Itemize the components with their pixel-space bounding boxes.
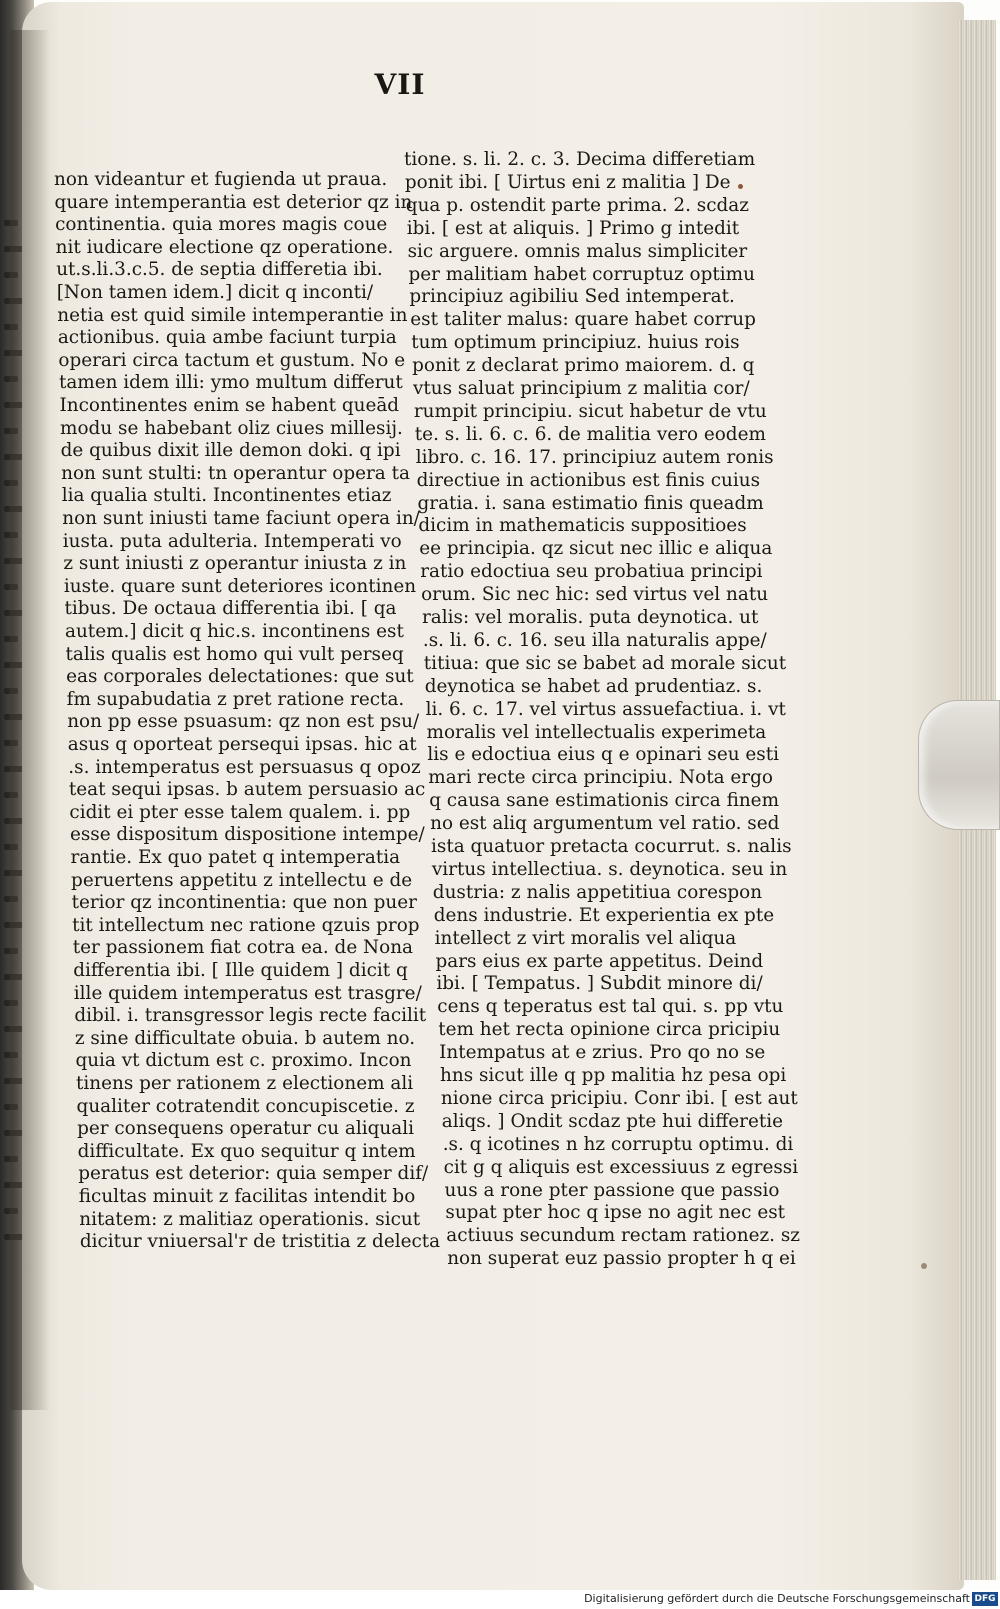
- text-line: moralis vel intellectualis experimeta: [426, 721, 767, 743]
- text-line: esse dispositum dispositione intempe/: [69, 824, 425, 846]
- text-line: non superat euz passio propter h q ei: [447, 1248, 796, 1270]
- gutter-shadow: [10, 30, 50, 1410]
- text-line: eas corporales delectationes: que sut: [66, 666, 414, 688]
- text-line: ponit z declarat primo maiorem. d. q: [412, 355, 755, 377]
- text-line: de quibus dixit ille demon doki. q ipi: [60, 440, 401, 462]
- text-line: .s. li. 6. c. 16. seu illa naturalis appe/: [422, 629, 767, 651]
- text-line: ficultas minuit z facilitas intendit bo: [78, 1186, 416, 1207]
- text-line: z sunt iniusti z operantur iniusta z in: [63, 553, 407, 575]
- text-line: lis e edoctiua eius q e opinari seu esti: [427, 744, 780, 766]
- text-line: autem.] dicit q hic.s. incontinens est: [65, 621, 404, 642]
- text-line: cit g q aliquis est excessiuus z egressi: [443, 1156, 799, 1178]
- text-line: uus a rone pter passione que passio: [444, 1179, 780, 1201]
- text-line: li. 6. c. 17. vel virtus assuefactiua. i. vt: [425, 698, 786, 720]
- text-line: per consequens operatur cu aliquali: [77, 1118, 414, 1140]
- text-line: intellect z virt moralis vel aliqua: [434, 927, 737, 949]
- footer-bar: [0, 1590, 1000, 1609]
- text-line: non sunt stulti: tn operantur opera ta: [61, 462, 410, 484]
- text-line: hns sicut ille q pp malitia hz pesa opi: [440, 1065, 787, 1086]
- text-line: dibil. i. transgressor legis recte facilit: [74, 1005, 427, 1027]
- text-line: qua p. ostendit parte prima. 2. scdaz: [405, 194, 749, 216]
- text-line: modu se habebant oliz ciues millesij.: [60, 417, 403, 439]
- text-line: tit intellectum nec ratione qzuis prop: [72, 914, 420, 936]
- text-line: pars eius ex parte appetitus. Deind: [435, 950, 764, 972]
- text-line: peruertens appetitu z intellectu e de: [71, 869, 413, 891]
- text-line: dens industrie. Et experientia ex pte: [433, 904, 775, 926]
- funding-credit: Digitalisierung gefördert durch die Deutsche Forschungsgemeinschaft: [584, 1592, 970, 1605]
- text-line: non videantur et fugienda ut praua.: [54, 169, 388, 190]
- text-line: nione circa pricipiu. Conr ibi. [ est aut: [440, 1087, 798, 1109]
- text-line: vtus saluat principium z malitia cor/: [413, 378, 750, 399]
- text-line: non pp esse psuasum: qz non est psu/: [67, 711, 420, 733]
- dfg-logo: DFG: [972, 1592, 998, 1606]
- text-line: Intempatus at e zrius. Pro qo no se: [439, 1042, 766, 1064]
- text-line: differentia ibi. [ Ille quidem ] dicit q: [73, 960, 408, 981]
- text-line: dicitur vniuersal'r de tristitia z delecta: [79, 1231, 441, 1253]
- text-line: ee principia. qz sicut nec illic e aliqua: [419, 538, 773, 560]
- text-line: principiuz agibiliu Sed intemperat.: [409, 286, 735, 308]
- text-line: est taliter malus: quare habet corrup: [410, 309, 756, 331]
- text-line: iuste. quare sunt deteriores icontinen: [63, 575, 417, 597]
- text-line: iusta. puta adulteria. Intemperati vo: [62, 530, 402, 552]
- text-line: z sine difficultate obuia. b autem no.: [74, 1027, 416, 1049]
- text-line: asus q oporteat persequi ipsas. hic at: [67, 734, 417, 755]
- text-line: peratus est deterior: quia semper dif/: [78, 1163, 429, 1185]
- text-line: ista quatuor pretacta cocurrut. s. nalis: [431, 836, 792, 857]
- ink-spot: [921, 1263, 927, 1269]
- text-line: libro. c. 16. 17. principiuz autem ronis: [415, 446, 774, 468]
- text-line: quia vt dictum est c. proximo. Incon: [75, 1050, 412, 1072]
- text-line: aliqs. ] Ondit scdaz pte hui differetie: [441, 1110, 784, 1132]
- text-line: actiuus secundum rectam rationez. sz: [446, 1225, 800, 1247]
- folio-number: VII: [374, 68, 426, 101]
- text-line: titiua: que sic se babet ad morale sicut: [423, 652, 787, 674]
- text-line: q causa sane estimationis circa finem: [429, 790, 780, 812]
- text-line: mari recte circa principiu. Nota ergo: [428, 767, 773, 789]
- text-line: ralis: vel moralis. puta deynotica. ut: [422, 607, 759, 628]
- text-line: tibus. De octaua differentia ibi. [ qa: [64, 598, 397, 620]
- text-line: ut.s.li.3.c.5. de septia differetia ibi.: [56, 259, 383, 281]
- text-line: cidit ei pter esse talem qualem. i. pp: [69, 801, 411, 823]
- text-line: actionibus. quia ambe faciunt turpia: [57, 327, 397, 349]
- text-line: operari circa tactum et gustum. No e: [58, 349, 406, 371]
- text-line: terior qz incontinentia: que non puer: [71, 892, 417, 914]
- text-line: ille quidem intemperatus est trasgre/: [73, 982, 422, 1004]
- text-line: .s. intemperatus est persuasus q opoz: [68, 756, 421, 778]
- text-line: teat sequi ipsas. b autem persuasio ac: [68, 779, 426, 801]
- text-line: ibi. [ Tempatus. ] Subdit minore di/: [436, 973, 763, 995]
- text-line: non sunt iniusti tame faciunt opera in/: [62, 508, 420, 529]
- ink-spot: [738, 184, 743, 189]
- text-line: [Non tamen idem.] dicit q inconti/: [56, 282, 374, 303]
- text-line: virtus intellectiua. s. deynotica. seu in: [431, 858, 788, 880]
- text-line: tum optimum principiuz. huius rois: [411, 332, 740, 354]
- text-line: fm supabudatia z pret ratione recta.: [66, 688, 405, 710]
- text-line: tem het recta opinione circa pricipiu: [438, 1019, 781, 1041]
- text-line: rumpit principiu. sicut habetur de vtu: [413, 400, 767, 422]
- text-line: difficultate. Ex quo sequitur q intem: [77, 1140, 416, 1162]
- text-line: supat pter hoc q ipse no agit nec est: [445, 1202, 786, 1224]
- text-line: orum. Sic nec hic: sed virtus vel natu: [421, 584, 769, 606]
- text-line: continentia. quia mores magis coue: [55, 214, 388, 236]
- text-line: tione. s. li. 2. c. 3. Decima differetiam: [404, 149, 756, 170]
- text-line: directiue in actionibus est finis cuius: [416, 469, 761, 491]
- page-clip: [918, 700, 1000, 830]
- text-line: netia est quid simile intemperantie in: [57, 304, 408, 326]
- text-line: cens q teperatus est tal qui. s. pp vtu: [437, 996, 784, 1018]
- text-line: ter passionem fiat cotra ea. de Nona: [72, 937, 414, 959]
- text-line: no est aliq argumentum vel ratio. sed: [430, 813, 780, 835]
- text-line: ibi. [ est at aliquis. ] Primo g intedit: [406, 217, 740, 239]
- text-line: .s. q icotines n hz corruptu optimu. di: [442, 1133, 794, 1155]
- text-line: nit iudicare electione qz operatione.: [55, 236, 394, 258]
- text-line: tinens per rationem z electionem ali: [76, 1073, 414, 1094]
- text-line: Incontinentes enim se habent queād: [59, 395, 400, 416]
- text-line: dustria: z nalis appetitiua corespon: [432, 881, 763, 903]
- text-line: per malitiam habet corruptuz optimu: [408, 263, 755, 285]
- text-line: qualiter cotratendit concupiscetie. z: [76, 1095, 415, 1117]
- text-line: lia qualia stulti. Incontinentes etiaz: [61, 485, 392, 507]
- text-line: te. s. li. 6. c. 6. de malitia vero eodem: [414, 423, 766, 445]
- text-line: dicim in mathematicis suppositioes: [418, 515, 747, 537]
- text-line: tamen idem illi: ymo multum differut: [58, 372, 403, 394]
- text-line: nitatem: z malitiaz operationis. sicut: [79, 1208, 421, 1230]
- text-line: gratia. i. sana estimatio finis queadm: [417, 492, 764, 514]
- text-line: quare intemperantia est deterior qz in: [54, 191, 413, 213]
- text-line: deynotica se habet ad prudentiaz. s.: [424, 675, 763, 697]
- text-line: talis qualis est homo qui vult perseq: [65, 643, 404, 665]
- text-line: sic arguere. omnis malus simpliciter: [407, 240, 748, 262]
- text-line: ratio edoctiua seu probatiua principi: [420, 561, 763, 583]
- text-line: ponit ibi. [ Uirtus eni z malitia ] De: [404, 171, 731, 193]
- text-line: rantie. Ex quo patet q intemperatia: [70, 847, 401, 868]
